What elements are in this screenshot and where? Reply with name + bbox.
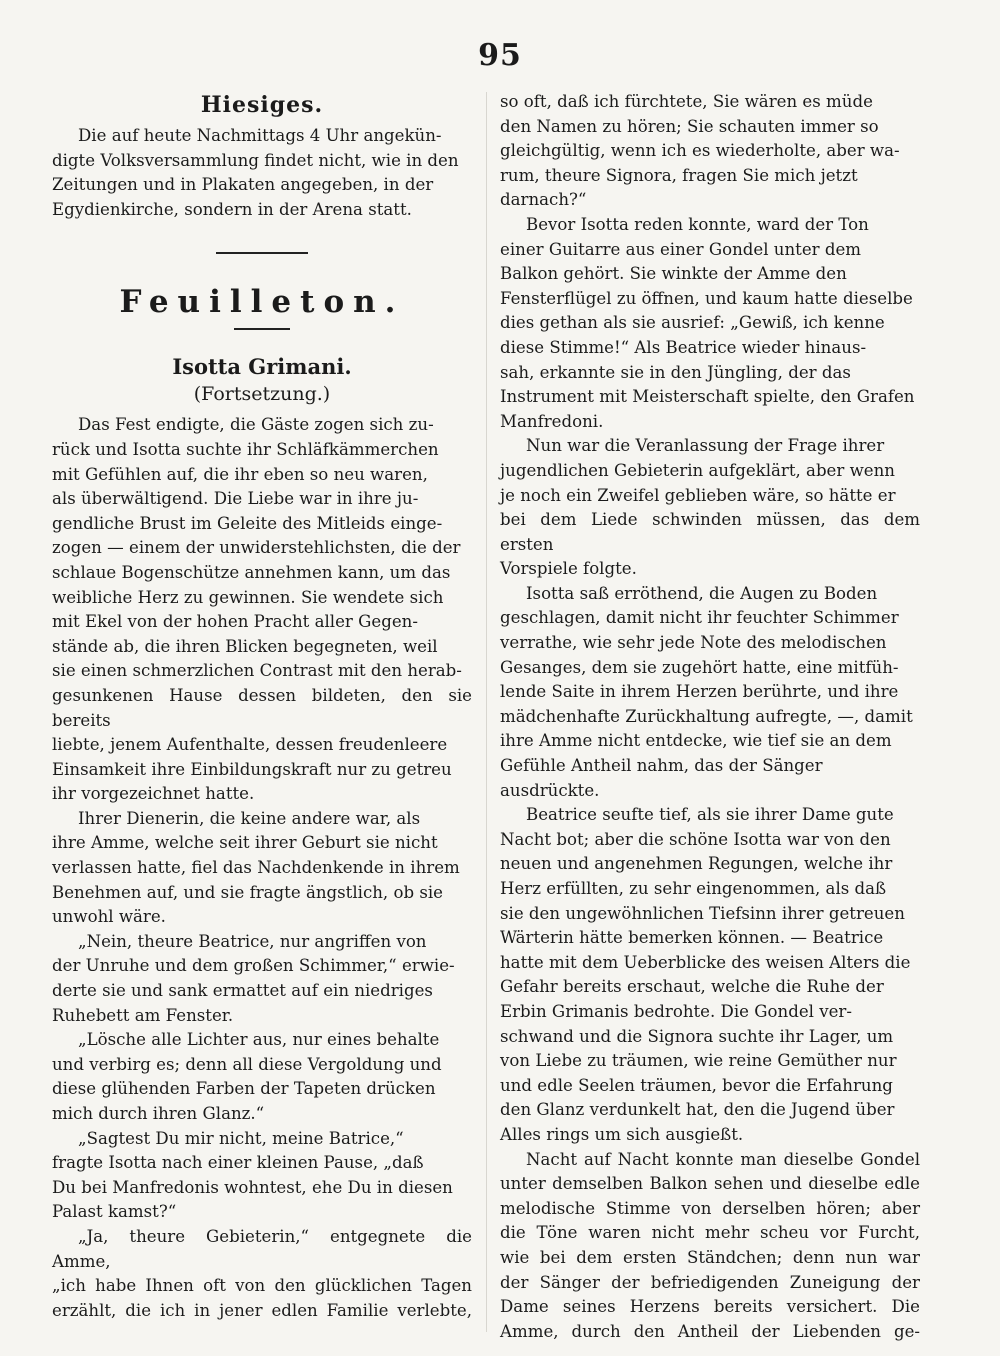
text-line: liebte, jenem Aufenthalte, dessen freudenleere [52,735,448,755]
text-line: darnach?“ [500,190,587,210]
text-line: mit Gefühlen auf, die ihr eben so neu waren, [52,464,428,484]
left-column [52,90,472,1323]
text-line: Ihrer Dienerin, die keine andere war, als [78,808,421,828]
text-line: Instrument mit Meisterschaft spielte, den Grafen [500,387,915,407]
story-paragraph [500,434,920,582]
story-paragraph [52,1127,472,1225]
heading-divider [234,328,290,330]
text-line: Die auf heute Nachmittags 4 Uhr angekün- [78,126,442,145]
text-line: den Glanz verdunkelt hat, den die Jugend über [500,1100,895,1120]
text-line: Balkon gehört. Sie winkte der Amme den [500,264,847,284]
text-line: „Sagtest Du mir nicht, meine Batrice,“ [78,1128,404,1148]
text-line: Erbin Grimanis bedrohte. Die Gondel ver- [500,1001,852,1021]
story-paragraph [500,1148,920,1345]
text-line: unwohl wäre. [52,907,166,927]
text-line: Einsamkeit ihre Einbildungskraft nur zu getreu [52,759,452,779]
text-line: Gesanges, dem sie zugehört hatte, eine mitfüh- [500,657,899,677]
text-line: der Unruhe und dem großen Schimmer,“ erwie- [52,956,455,976]
text-line: „Nein, theure Beatrice, nur angriffen von [78,931,427,951]
text-line: weibliche Herz zu gewinnen. Sie wendete sich [52,587,444,607]
text-line: ihre Amme, welche seit ihrer Geburt sie nicht [52,833,438,853]
story-paragraph [500,803,920,1147]
text-line: derte sie und sank ermattet auf ein niedriges [52,981,433,1001]
text-line: Egydienkirche, sondern in der Arena statt. [52,199,412,219]
text-line: Manfredoni. [500,411,604,431]
text-line: Du bei Manfredonis wohntest, ehe Du in diesen [52,1177,453,1197]
text-line: fragte Isotta nach einer kleinen Pause, „daß [52,1153,424,1173]
column-divider [486,92,487,1332]
story-paragraph [500,213,920,434]
text-line: „ich habe Ihnen oft von den glücklichen Tagen [52,1276,472,1296]
text-line: „Lösche alle Lichter aus, nur eines behalte [78,1030,440,1050]
text-line: schwand und die Signora suchte ihr Lager, um [500,1026,894,1046]
text-line: von Liebe zu träumen, wie reine Gemüther nur [500,1051,897,1071]
text-line: erzählt, die ich in jener edlen Familie verlebte, [52,1300,472,1320]
story-paragraph [52,807,472,930]
text-line: Beatrice seufte tief, als sie ihrer Dame gute [526,805,894,825]
text-line: Wärterin hätte bemerken können. — Beatrice [500,928,884,948]
feuilleton-heading: Feuilleton. [119,284,405,321]
local-news-heading: Hiesiges. [200,92,324,118]
text-line: lende Saite in ihrem Herzen berührte, und ihre [500,682,899,702]
text-line: bei dem Liede schwinden müssen, das dem ersten [500,510,920,554]
text-line: rück und Isotta suchte ihr Schläfkämmerchen [52,439,439,459]
text-line: Herz erfüllten, zu sehr eingenommen, als daß [500,879,887,898]
text-line: Zeitungen und in Plakaten angegeben, in der [52,175,434,195]
text-line: Dame seines Herzens bereits versichert. Die [500,1297,920,1317]
story-title: Isotta Grimani. [172,354,352,380]
text-line: sah, erkannte sie in den Jüngling, der das [500,362,851,382]
text-line: Das Fest endigte, die Gäste zogen sich zu- [78,415,434,435]
text-line: gleichgültig, wenn ich es wiederholte, aber wa- [500,141,900,161]
text-line: Nacht auf Nacht konnte man dieselbe Gondel [526,1149,920,1169]
text-line: ihr vorgezeichnet hatte. [52,784,255,804]
text-line: Bevor Isotta reden konnte, ward der Ton [526,214,869,234]
text-line: diese Stimme!“ Als Beatrice wieder hinaus- [500,337,867,357]
text-line: verrathe, wie sehr jede Note des melodischen [500,633,887,653]
text-line: die Töne waren nicht mehr scheu vor Furcht, [500,1223,920,1243]
text-line: sie den ungewöhnlichen Tiefsinn ihrer getreuen [500,903,905,923]
text-line: der Sänger der befriedigenden Zuneigung der [500,1272,920,1292]
local-news-paragraph [52,124,472,222]
story-paragraph [500,582,920,803]
text-line: Isotta saß erröthend, die Augen zu Boden [526,583,878,603]
text-line: gendliche Brust im Geleite des Mitleids einge- [52,513,443,533]
text-line: dies gethan als sie ausrief: „Gewiß, ich kenne [500,313,885,333]
text-line: einer Guitarre aus einer Gondel unter dem [500,239,862,259]
story-paragraph [52,1225,472,1323]
text-line: ihre Amme nicht entdecke, wie tief sie an dem [500,731,892,751]
text-line: geschlagen, damit nicht ihr feuchter Schimmer [500,608,899,628]
text-line: schlaue Bogenschütze annehmen kann, um das [52,562,451,582]
story-paragraph [52,1028,472,1126]
text-line: neuen und angenehmen Regungen, welche ihr [500,854,893,874]
text-line: „Ja, theure Gebieterin,“ entgegnete die Amme, [52,1226,472,1271]
text-line: Fensterflügel zu öffnen, und kaum hatte dieselbe [500,288,913,308]
text-line: Amme, durch den Antheil der Liebenden ge- [500,1321,920,1341]
text-line: gesunkenen Hause dessen bildeten, den sie bereits [52,685,472,730]
text-line: stände ab, die ihren Blicken begegneten, weil [52,636,438,656]
text-line: Gefühle Antheil nahm, das der Sänger [500,756,823,776]
text-line: jugendlichen Gebieterin aufgeklärt, aber wenn [500,460,895,480]
text-line: rum, theure Signora, fragen Sie mich jetzt [500,165,858,185]
text-line: wie bei dem ersten Ständchen; denn nun war [500,1247,920,1267]
text-line: Palast kamst?“ [52,1202,177,1222]
text-line: mädchenhafte Zurückhaltung aufregte, —, damit [500,706,913,726]
story-paragraph [52,413,472,807]
story-paragraph [500,90,920,213]
right-column-body [500,90,920,1344]
text-line: Alles rings um sich ausgießt. [500,1124,744,1144]
text-line: unter demselben Balkon sehen und dieselbe edle [500,1174,920,1194]
text-line: mich durch ihren Glanz.“ [52,1104,265,1123]
text-line: Nun war die Veranlassung der Frage ihrer [526,436,885,456]
continuation-note: (Fortsetzung.) [193,383,331,406]
text-line: digte Volksversammlung findet nicht, wie in den [52,150,459,170]
page-number: 95 [478,38,522,73]
text-line: verlassen hatte, fiel das Nachdenkende in ihrem [52,858,460,878]
text-line: ausdrückte. [500,780,600,800]
left-column-body [52,413,472,1323]
section-divider [216,252,308,254]
text-line: so oft, daß ich fürchtete, Sie wären es müde [500,92,873,111]
text-line: hatte mit dem Ueberblicke des weisen Alters die [500,952,911,972]
text-line: Nacht bot; aber die schöne Isotta war von den [500,829,891,849]
text-line: und edle Seelen träumen, bevor die Erfahrung [500,1075,893,1095]
text-line: den Namen zu hören; Sie schauten immer so [500,116,879,136]
text-line: diese glühenden Farben der Tapeten drücken [52,1079,436,1099]
text-line: Vorspiele folgte. [500,559,637,579]
text-line: Ruhebett am Fenster. [52,1005,234,1025]
story-paragraph [52,930,472,1028]
text-line: Benehmen auf, und sie fragte ängstlich, ob sie [52,882,444,902]
text-line: als überwältigend. Die Liebe war in ihre ju- [52,489,419,509]
text-line: Gefahr bereits erschaut, welche die Ruhe der [500,977,884,997]
text-line: sie einen schmerzlichen Contrast mit den herab- [52,661,462,681]
text-line: und verbirg es; denn all diese Vergoldung und [52,1054,442,1074]
text-line: je noch ein Zweifel geblieben wäre, so hätte er [500,485,896,505]
text-line: mit Ekel von der hohen Pracht aller Gegen- [52,612,418,632]
text-line: zogen — einem der unwiderstehlichsten, die der [52,538,461,558]
right-column [500,90,920,1344]
text-line: melodische Stimme von derselben hören; aber [500,1198,920,1218]
